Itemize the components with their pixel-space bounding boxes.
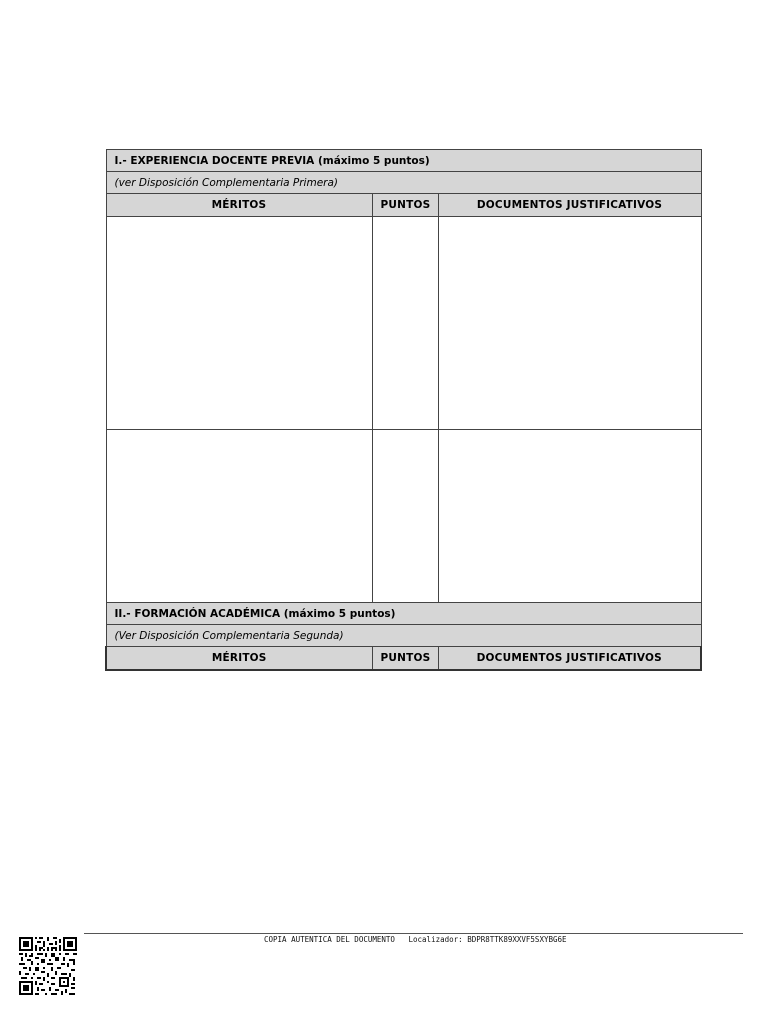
section-1-note: (ver Disposición Complementaria Primera) <box>106 172 701 194</box>
column-header-puntos: PUNTOS <box>372 194 438 217</box>
meritos-cell[interactable] <box>106 217 372 430</box>
qr-code-icon <box>19 937 77 995</box>
column-header-puntos: PUNTOS <box>372 647 438 671</box>
puntos-cell[interactable] <box>372 217 438 430</box>
section-2-note: (Ver Disposición Complementaria Segunda) <box>106 625 701 647</box>
puntos-cell[interactable] <box>372 430 438 603</box>
column-header-documentos: DOCUMENTOS JUSTIFICATIVOS <box>438 194 701 217</box>
footer-copy-label: COPIA AUTENTICA DEL DOCUMENTO <box>264 935 395 944</box>
section-1-entry-row <box>106 217 701 430</box>
section-1-title: I.- EXPERIENCIA DOCENTE PREVIA (máximo 5 puntos) <box>106 150 701 172</box>
section-1-note-row <box>106 172 701 194</box>
documentos-cell[interactable] <box>438 430 701 603</box>
section-1-column-header-row <box>106 194 701 217</box>
section-1-header-row <box>106 150 701 172</box>
column-header-meritos: MÉRITOS <box>106 194 372 217</box>
section-2-column-header-row <box>106 647 701 671</box>
merits-form-table <box>105 149 702 671</box>
section-2-title: II.- FORMACIÓN ACADÉMICA (máximo 5 puntos) <box>106 603 701 625</box>
footer-authentication-text <box>264 935 567 944</box>
footer-divider <box>84 933 743 934</box>
meritos-cell[interactable] <box>106 430 372 603</box>
column-header-meritos: MÉRITOS <box>106 647 372 671</box>
footer-locator: Localizador: BDPR8TTK89XXVF5SXYBG6E <box>408 935 567 944</box>
documentos-cell[interactable] <box>438 217 701 430</box>
column-header-documentos: DOCUMENTOS JUSTIFICATIVOS <box>438 647 701 671</box>
section-1-entry-row <box>106 430 701 603</box>
section-2-header-row <box>106 603 701 625</box>
section-2-note-row <box>106 625 701 647</box>
